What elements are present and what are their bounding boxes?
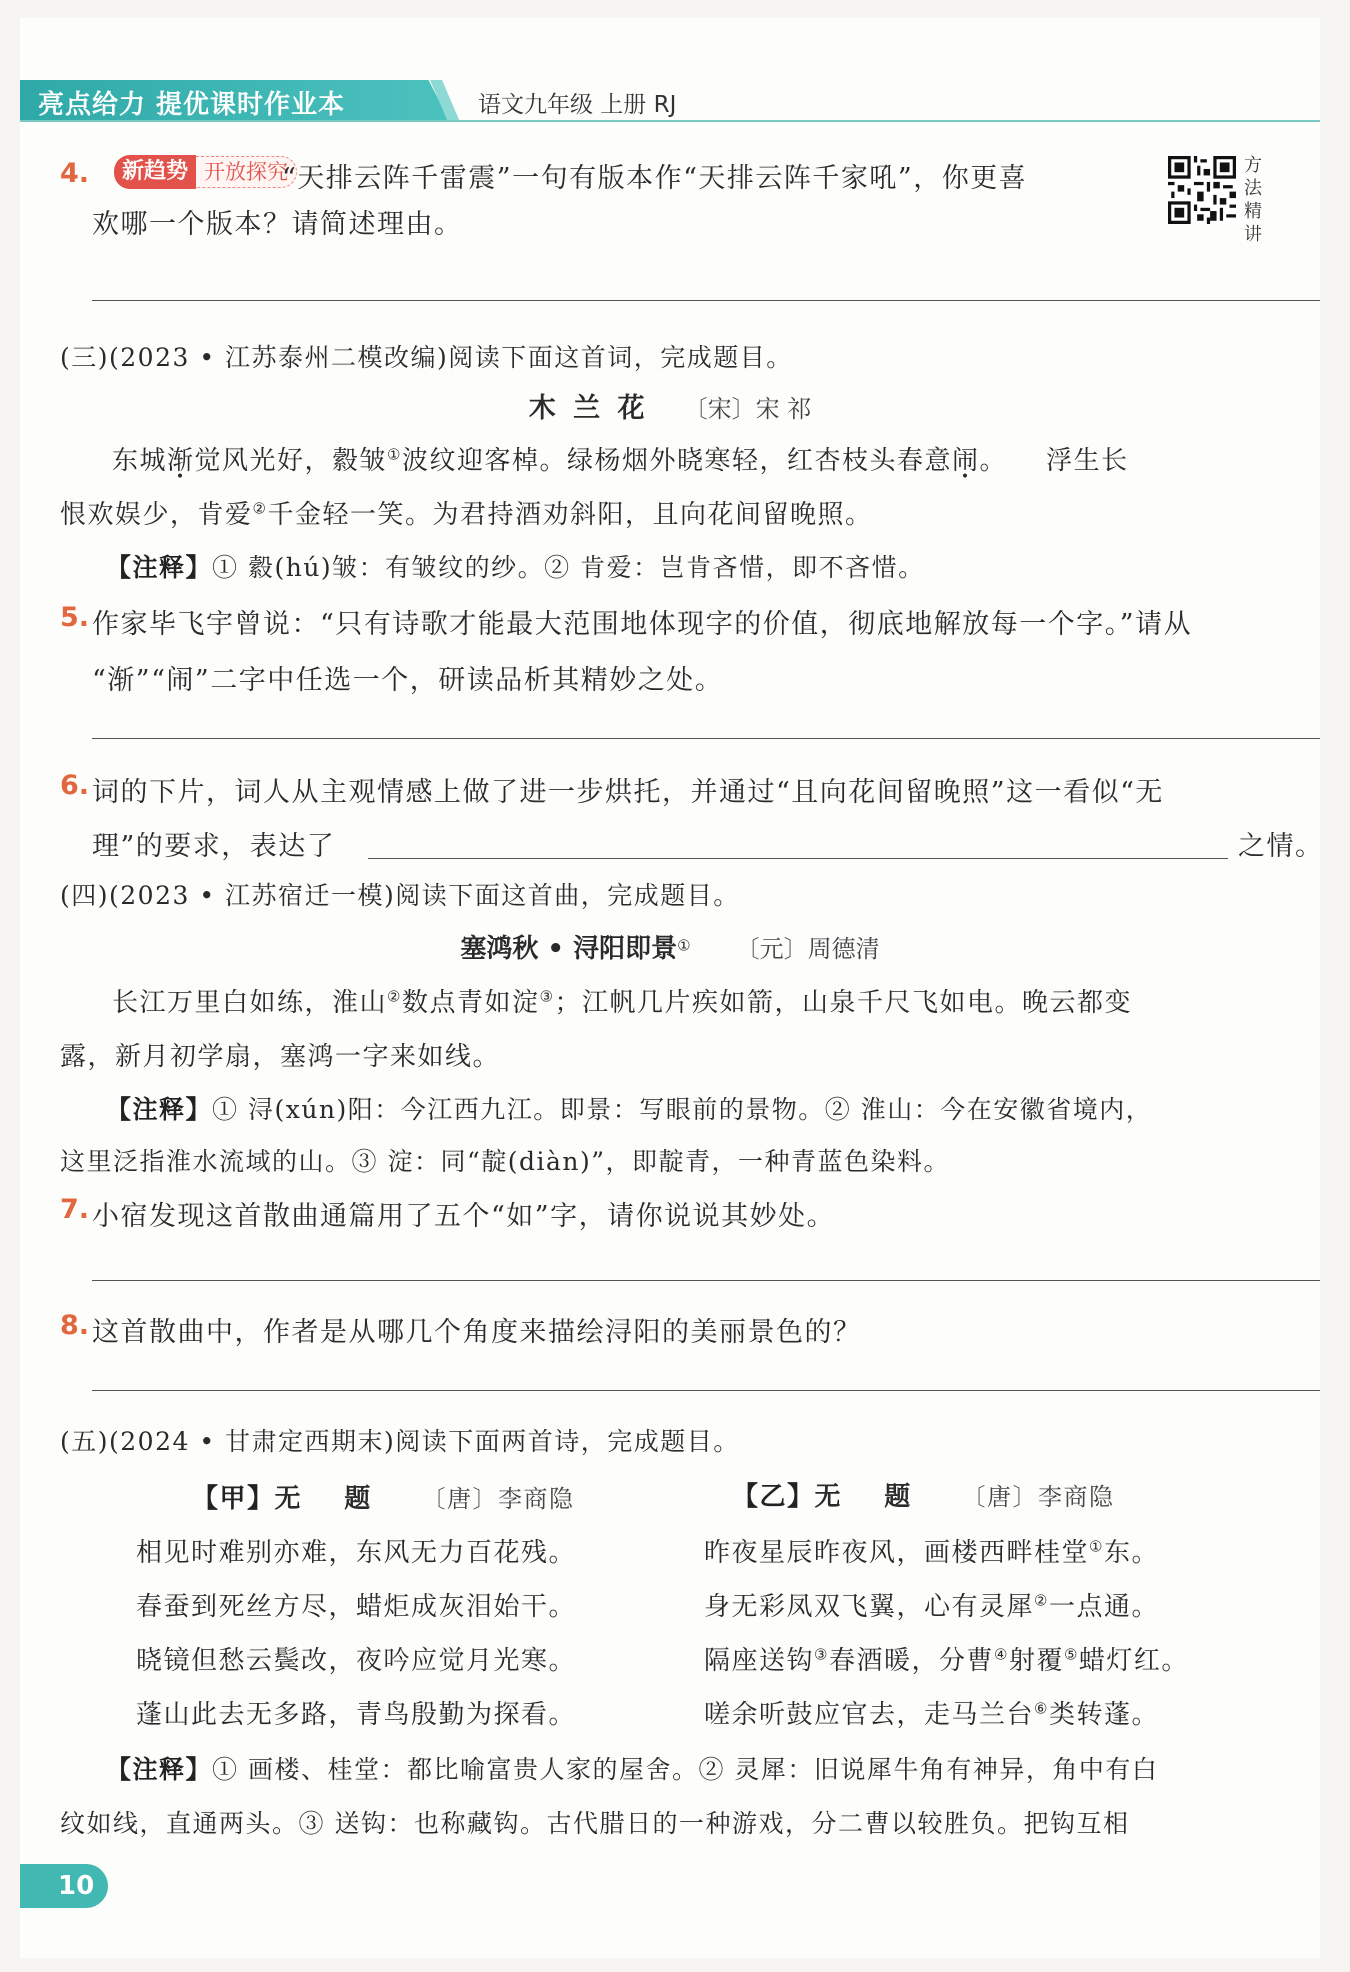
poem-author: 〔宋〕宋 祁	[683, 395, 812, 423]
section-3-intro: (三)(2023 • 江苏泰州二模改编)阅读下面这首词，完成题目。	[60, 343, 793, 372]
page-header	[20, 80, 1320, 122]
poem-line-1: 东城渐觉风光好，縠皱①波纹迎客棹。绿杨烟外晓寒轻，红杏枝头春意闹。 浮生长	[112, 445, 1129, 476]
fill-in-blank[interactable]	[368, 858, 1228, 859]
question-number: 5.	[60, 602, 90, 633]
poem-author: 〔元〕周德清	[735, 935, 880, 963]
question-number: 6.	[60, 770, 90, 801]
header-rule	[20, 120, 1320, 122]
poem-line-2: 露，新月初学扇，塞鸿一字来如线。	[60, 1042, 501, 1072]
poem-a-line: 相见时难别亦难，东风无力百花残。	[136, 1538, 577, 1568]
badge-new-trend: 新趋势	[114, 155, 196, 189]
poem-a-title-line: 【甲】无 题 〔唐〕李商隐	[192, 1484, 575, 1514]
poem-title-line: 塞鸿秋 • 浔阳即景① 〔元〕周德清	[460, 934, 880, 964]
q5-line1: 作家毕飞宇曾说：“只有诗歌才能最大范围地体现字的价值，彻底地解放每一个字。”请从	[92, 609, 1193, 640]
workbook-page	[20, 18, 1324, 1958]
q7-text: 小宿发现这首散曲通篇用了五个“如”字，请你说说其妙处。	[92, 1201, 836, 1232]
poem-b-line: 身无彩凤双飞翼，心有灵犀②一点通。	[704, 1591, 1159, 1622]
question-badge	[114, 154, 297, 190]
section-5-intro: (五)(2024 • 甘肃定西期末)阅读下面两首诗，完成题目。	[60, 1427, 740, 1456]
section-4-intro: (四)(2023 • 江苏宿迁一模)阅读下面这首曲，完成题目。	[60, 881, 740, 910]
q6-line2a: 理”的要求，表达了	[92, 831, 336, 862]
emphasis-char: 渐	[167, 446, 195, 476]
poem-b-line: 隔座送钩③春酒暖，分曹④射覆⑤蜡灯红。	[704, 1645, 1189, 1676]
badge-open-inquiry: 开放探究	[196, 156, 297, 188]
poem-note-2: 这里泛指淮水流域的山。③ 淀：同“靛(diàn)”，即靛青，一种青蓝色染料。	[60, 1147, 951, 1176]
question-number: 8.	[60, 1310, 90, 1341]
poem-title-line	[20, 386, 1320, 425]
q6-line2b: 之情。	[1238, 831, 1324, 862]
qr-label: 方法精讲	[1244, 155, 1262, 245]
qr-code-icon[interactable]	[1168, 156, 1236, 224]
q8-text: 这首散曲中，作者是从哪几个角度来描绘浔阳的美丽景色的？	[92, 1317, 862, 1348]
emphasis-char: 闹	[952, 446, 980, 476]
page-number: 10	[20, 1864, 108, 1908]
poem-note-2: 纹如线，直通两头。③ 送钩：也称藏钩。古代腊日的一种游戏，分二曹以较胜负。把钩互相	[60, 1809, 1130, 1838]
answer-line[interactable]	[92, 300, 1320, 301]
poem-a-line: 晓镜但愁云鬓改，夜吟应觉月光寒。	[136, 1646, 577, 1676]
poem-b-line: 嗟余听鼓应官去，走马兰台⑥类转蓬。	[704, 1699, 1159, 1730]
answer-line[interactable]	[92, 738, 1320, 739]
q5-line2: “渐”“闹”二字中任选一个，研读品析其精妙之处。	[92, 665, 724, 696]
poem-b-line: 昨夜星辰昨夜风，画楼西畔桂堂①东。	[704, 1537, 1159, 1568]
poem-title: 塞鸿秋 • 浔阳即景	[460, 934, 678, 964]
book-subtitle: 语文九年级 上册 RJ	[478, 92, 677, 118]
poem-a-line: 春蚕到死丝方尽，蜡炬成灰泪始干。	[136, 1592, 577, 1622]
q6-line1: 词的下片，词人从主观情感上做了进一步烘托，并通过“且向花间留晚照”这一看似“无	[92, 777, 1164, 808]
poem-note-1: 【注释】① 画楼、桂堂：都比喻富贵人家的屋舍。② 灵犀：旧说犀牛角有神异，角中有白	[106, 1755, 1159, 1784]
question-number: 7.	[60, 1194, 90, 1225]
poem-note: 【注释】① 縠(hú)皱：有皱纹的纱。② 肯爱：岂肯吝惜，即不吝惜。	[106, 553, 925, 582]
q4-line1: “天排云阵千雷震”一句有版本作“天排云阵千家吼”，你更喜	[282, 163, 1028, 194]
poem-title: 木 兰 花	[528, 393, 649, 424]
book-title: 亮点给力 提优课时作业本	[38, 90, 346, 120]
poem-line-2: 恨欢娱少，肯爱②千金轻一笑。为君持酒劝斜阳，且向花间留晚照。	[60, 499, 873, 530]
answer-line[interactable]	[92, 1280, 1320, 1281]
poem-line-1: 长江万里白如练，淮山②数点青如淀③；江帆几片疾如箭，山泉千尺飞如电。晚云都变	[112, 987, 1132, 1018]
question-number: 4.	[60, 158, 90, 189]
poem-a-line: 蓬山此去无多路，青鸟殷勤为探看。	[136, 1700, 577, 1730]
poem-b-title-line: 【乙】无 题 〔唐〕李商隐	[732, 1482, 1115, 1512]
q4-line2: 欢哪一个版本？请简述理由。	[92, 209, 463, 240]
answer-line[interactable]	[92, 1390, 1320, 1391]
poem-note-1: 【注释】① 浔(xún)阳：今江西九江。即景：写眼前的景物。② 淮山：今在安徽省境内，	[106, 1095, 1153, 1124]
